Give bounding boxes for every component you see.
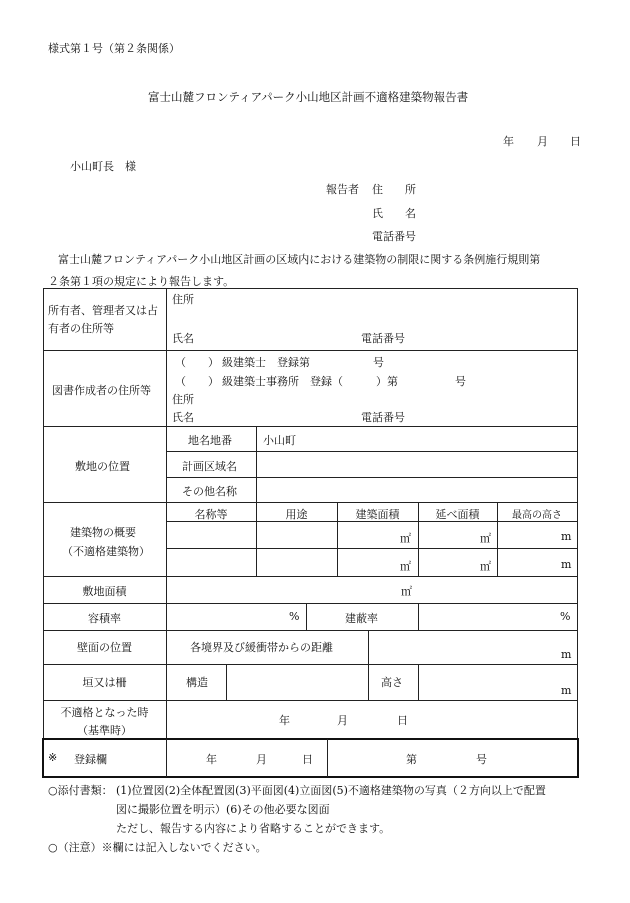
- floor-area-ratio-label: 容積率: [88, 612, 121, 625]
- unit-height-2: m: [561, 558, 572, 571]
- drafter-architect-paren: （ ）: [175, 356, 219, 369]
- drafter-address-label: 住所: [172, 393, 194, 406]
- attachments-line2: 図に撮影位置を明示）(6)その他必要な図面: [116, 803, 330, 816]
- reporter-name-label: 氏 名: [372, 207, 416, 220]
- drafter-phone-label: 電話番号: [361, 411, 405, 424]
- nonconform-year: 年: [279, 714, 290, 727]
- drafter-name-label: 氏名: [172, 411, 194, 424]
- reporter-phone-label: 電話番号: [372, 230, 416, 243]
- owner-label-line2: 有者の住所等: [48, 322, 114, 335]
- note-text: ○（注意）※欄には記入しないでください。: [48, 841, 267, 854]
- building-label-line1: 建築物の概要: [70, 526, 136, 539]
- col-floor-area: 延べ面積: [435, 508, 480, 521]
- fence-height-unit: m: [561, 684, 572, 697]
- attachments-line1: (1)位置図(2)全体配置図(3)平面図(4)立面図(5)不適格建築物の写真（２方向以上で配置: [116, 784, 546, 797]
- nonconform-month: 月: [337, 714, 348, 727]
- building-coverage-label: 建蔽率: [345, 612, 378, 625]
- registry-month: 月: [256, 753, 267, 766]
- floor-area-ratio-unit: %: [289, 610, 300, 623]
- owner-label-line1: 所有者、管理者又は占: [48, 304, 158, 317]
- drafter-office-paren: （ ）: [175, 375, 219, 388]
- attachments-label: ○添付書類：: [48, 784, 113, 797]
- col-max-height: 最高の高さ: [512, 510, 562, 521]
- date-day: 日: [570, 135, 581, 148]
- nonconform-day: 日: [397, 714, 408, 727]
- date-year: 年: [503, 135, 514, 148]
- registry-mark: ※: [48, 751, 58, 764]
- other-name-label: その他名称: [182, 485, 237, 498]
- drafter-office-no: 号: [455, 375, 466, 388]
- unit-building-area-2: ㎡: [400, 560, 411, 573]
- drafter-architect-no: 号: [373, 356, 384, 369]
- site-area-label: 敷地面積: [82, 585, 127, 598]
- registry-year: 年: [206, 753, 217, 766]
- unit-building-area-1: ㎡: [400, 532, 411, 545]
- registry-go: 号: [476, 753, 487, 766]
- registry-dai: 第: [406, 753, 417, 766]
- lot-number-label: 地名地番: [188, 434, 232, 447]
- owner-address-label: 住所: [172, 293, 194, 306]
- registry-day: 日: [302, 753, 313, 766]
- nonconform-label-line1: 不適格となった時: [60, 706, 149, 719]
- col-building-area: 建築面積: [355, 508, 400, 521]
- body-text-line1: 富士山麓フロンティアパーク小山地区計画の区域内における建築物の制限に関する条例施行規則第: [58, 253, 541, 266]
- building-coverage-unit: %: [560, 610, 571, 623]
- owner-phone-label: 電話番号: [361, 332, 405, 345]
- col-name: 名称等: [194, 508, 228, 521]
- registry-label: 登録欄: [74, 753, 107, 766]
- site-label: 敷地の位置: [75, 460, 130, 473]
- fence-structure-label: 構造: [186, 676, 208, 689]
- fence-height-label: 高さ: [381, 676, 403, 689]
- wall-distance-unit: m: [561, 648, 572, 661]
- district-name-label: 計画区域名: [182, 460, 237, 473]
- addressee: 小山町長 様: [70, 160, 136, 173]
- site-area-unit: ㎡: [401, 585, 412, 598]
- reporter-address-label: 住 所: [372, 183, 416, 196]
- reporter-label: 報告者: [326, 183, 359, 196]
- unit-height-1: m: [561, 530, 572, 543]
- col-use: 用途: [285, 508, 308, 521]
- form-number: 様式第１号（第２条関係）: [48, 42, 180, 55]
- unit-floor-area-2: ㎡: [480, 560, 491, 573]
- nonconform-label-line2: （基準時）: [77, 724, 132, 737]
- owner-name-label: 氏名: [172, 332, 194, 345]
- drafter-office-row: 級建築士事務所 登録（ ）第: [222, 375, 398, 388]
- wall-position-label: 壁面の位置: [77, 641, 132, 654]
- fence-label: 垣又は柵: [82, 676, 127, 689]
- lot-number-value: 小山町: [263, 434, 296, 447]
- building-label-line2: （不適格建築物）: [62, 545, 150, 558]
- unit-floor-area-1: ㎡: [480, 532, 491, 545]
- drafter-label: 図書作成者の住所等: [52, 384, 151, 397]
- body-text-line2: ２条第１項の規定により報告します。: [48, 275, 235, 288]
- page-title: 富士山麓フロンティアパーク小山地区計画不適格建築物報告書: [148, 90, 469, 104]
- date-month: 月: [537, 135, 548, 148]
- attachments-line3: ただし、報告する内容により省略することができます。: [116, 822, 391, 835]
- wall-distance-desc: 各境界及び緩衝帯からの距離: [190, 641, 333, 654]
- drafter-architect-row: 級建築士 登録第: [222, 356, 310, 369]
